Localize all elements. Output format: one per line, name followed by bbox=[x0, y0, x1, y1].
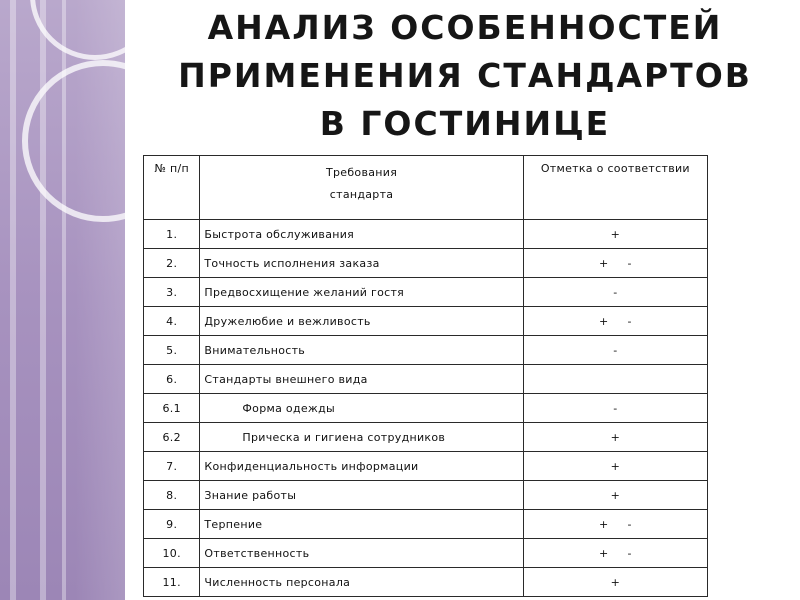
row-mark: + - bbox=[523, 307, 707, 336]
table-row bbox=[144, 510, 708, 539]
row-requirement: Конфиденциальность информации bbox=[200, 452, 523, 481]
row-requirement: Быстрота обслуживания bbox=[200, 220, 523, 249]
row-num: 9. bbox=[144, 510, 200, 539]
table-row bbox=[144, 249, 708, 278]
header-req-line1: Требования bbox=[325, 166, 398, 179]
slide-title bbox=[140, 4, 790, 148]
header-req-line2: стандарта bbox=[329, 188, 394, 201]
header-requirements bbox=[200, 156, 523, 220]
decorative-side-band bbox=[0, 0, 125, 600]
row-requirement: Форма одежды bbox=[200, 394, 523, 423]
row-requirement: Прическа и гигиена сотрудников bbox=[200, 423, 523, 452]
standards-table bbox=[143, 155, 708, 597]
row-requirement: Численность персонала bbox=[200, 568, 523, 597]
row-mark: + bbox=[523, 452, 707, 481]
row-num: 8. bbox=[144, 481, 200, 510]
table-row bbox=[144, 568, 708, 597]
row-num: 6.2 bbox=[144, 423, 200, 452]
row-requirement: Ответственность bbox=[200, 539, 523, 568]
row-mark: - bbox=[523, 278, 707, 307]
table-row bbox=[144, 336, 708, 365]
row-requirement: Терпение bbox=[200, 510, 523, 539]
table-row bbox=[144, 220, 708, 249]
row-num: 3. bbox=[144, 278, 200, 307]
table-row bbox=[144, 481, 708, 510]
header-mark: Отметка о соответствии bbox=[523, 156, 707, 220]
table-row bbox=[144, 365, 708, 394]
row-mark bbox=[523, 365, 707, 394]
table-row bbox=[144, 539, 708, 568]
row-mark: + bbox=[523, 568, 707, 597]
title-line-3: В ГОСТИНИЦЕ bbox=[319, 104, 611, 143]
row-mark: + - bbox=[523, 510, 707, 539]
table-row bbox=[144, 452, 708, 481]
table-row bbox=[144, 423, 708, 452]
row-num: 6. bbox=[144, 365, 200, 394]
header-num: № п/п bbox=[144, 156, 200, 220]
row-mark: + - bbox=[523, 539, 707, 568]
row-num: 6.1 bbox=[144, 394, 200, 423]
row-requirement: Дружелюбие и вежливость bbox=[200, 307, 523, 336]
title-line-1: АНАЛИЗ ОСОБЕННОСТЕЙ bbox=[207, 8, 723, 47]
row-mark: - bbox=[523, 336, 707, 365]
table-row bbox=[144, 278, 708, 307]
table-header-row bbox=[144, 156, 708, 220]
row-mark: - bbox=[523, 394, 707, 423]
row-num: 5. bbox=[144, 336, 200, 365]
table-row bbox=[144, 394, 708, 423]
row-num: 11. bbox=[144, 568, 200, 597]
title-line-2: ПРИМЕНЕНИЯ СТАНДАРТОВ bbox=[178, 56, 752, 95]
row-num: 7. bbox=[144, 452, 200, 481]
row-mark: + bbox=[523, 220, 707, 249]
row-requirement: Предвосхищение желаний гостя bbox=[200, 278, 523, 307]
row-requirement: Знание работы bbox=[200, 481, 523, 510]
row-num: 4. bbox=[144, 307, 200, 336]
decorative-fade bbox=[0, 0, 125, 600]
row-mark: + - bbox=[523, 249, 707, 278]
row-num: 1. bbox=[144, 220, 200, 249]
row-mark: + bbox=[523, 423, 707, 452]
row-num: 2. bbox=[144, 249, 200, 278]
row-num: 10. bbox=[144, 539, 200, 568]
row-requirement: Стандарты внешнего вида bbox=[200, 365, 523, 394]
row-requirement: Внимательность bbox=[200, 336, 523, 365]
row-requirement: Точность исполнения заказа bbox=[200, 249, 523, 278]
row-mark: + bbox=[523, 481, 707, 510]
table-row bbox=[144, 307, 708, 336]
